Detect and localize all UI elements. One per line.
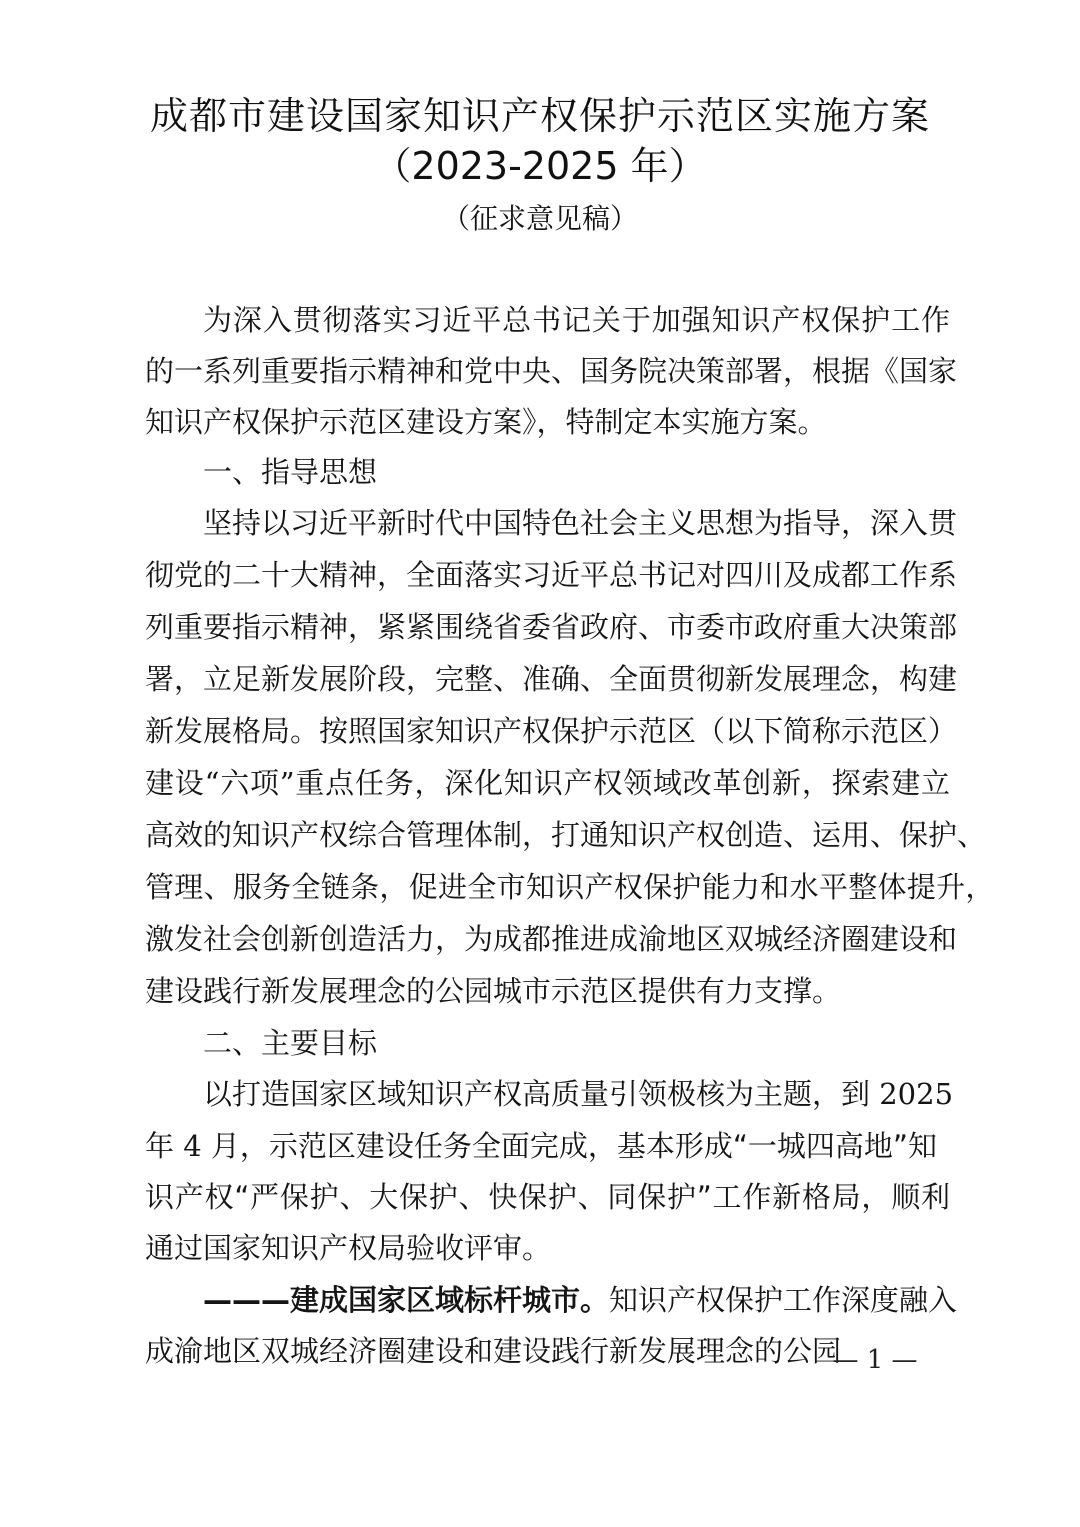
paragraph-line: 署，立足新发展阶段，完整、准确、全面贯彻新发展理念，构建 xyxy=(145,662,958,696)
paragraph-line: 彻党的二十大精神，全面落实习近平总书记对四川及成都工作系 xyxy=(145,558,958,592)
paragraph-line: 列重要指示精神，紧紧围绕省委省政府、市委市政府重大决策部 xyxy=(145,610,958,644)
paragraph-text: 年 4 月，示范区建设任务全面完成，基本 xyxy=(145,1129,675,1163)
paragraph-line: 新发展格局。按照国家知识产权保护示范区（以下简称示范区） xyxy=(145,714,958,748)
section-heading: 二、主要目标 xyxy=(203,1026,378,1060)
document-title: 成都市建设国家知识产权保护示范区实施方案 xyxy=(149,94,930,138)
paragraph-line: 识产权“严保护、大保护、快保护、同保护”工作新格局，顺利 xyxy=(145,1180,950,1214)
paragraph-line xyxy=(145,867,995,908)
paragraph-text: 形成“一城四高地”知 xyxy=(674,1129,937,1163)
paragraph-text: 体提升， xyxy=(877,870,995,904)
paragraph-line: 高效的知识产权综合管理体制，打通知识产权创造、运用、保护、 xyxy=(145,818,987,852)
intro-line: 知识产权保护示范区建设方案》，特制定本实施方案。 xyxy=(145,405,827,439)
paragraph-line: 以打造国家区域知识产权高质量引领极核为主题，到 2025 xyxy=(203,1077,954,1111)
goal-item xyxy=(203,1280,958,1321)
intro-line: 的一系列重要指示精神和党中央、国务院决策部署，根据《国家 xyxy=(145,354,958,388)
document-title-years: （2023-2025 年） xyxy=(373,144,707,188)
paragraph-text: 为成都推进成渝地区双城经济圈建设和 xyxy=(464,922,958,956)
paragraph-line xyxy=(145,919,958,960)
goal-title: 建成国家区域标杆城市。 xyxy=(290,1283,610,1317)
paragraph-line: 通过国家知识产权局验收评审。 xyxy=(145,1231,552,1265)
paragraph-text: 激发社会创新创造活力， xyxy=(145,922,465,956)
goal-text: 知识产权保护工作深度融入 xyxy=(609,1283,958,1317)
paragraph-text: 管理、服务全链条，促进全市知识产权保护能力和水平整 xyxy=(145,870,878,904)
intro-line: 为深入贯彻落实习近平总书记关于加强知识产权保护工作 xyxy=(203,303,950,337)
document-subtitle: （征求意见稿） xyxy=(441,202,638,235)
goal-dash: ——— xyxy=(203,1283,290,1317)
paragraph-line: 成渝地区双城经济圈建设和建设践行新发展理念的公园 xyxy=(145,1334,842,1368)
paragraph-line: 建设践行新发展理念的公园城市示范区提供有力支撑。 xyxy=(145,974,842,1008)
paragraph-line: 坚持以习近平新时代中国特色社会主义思想为指导，深入贯 xyxy=(203,506,958,540)
paragraph-line: 建设“六项”重点任务，深化知识产权领域改革创新，探索建立 xyxy=(145,766,950,800)
page-number: — 1 — xyxy=(832,1345,918,1375)
section-heading: 一、指导思想 xyxy=(203,455,378,489)
paragraph-line xyxy=(145,1126,950,1167)
